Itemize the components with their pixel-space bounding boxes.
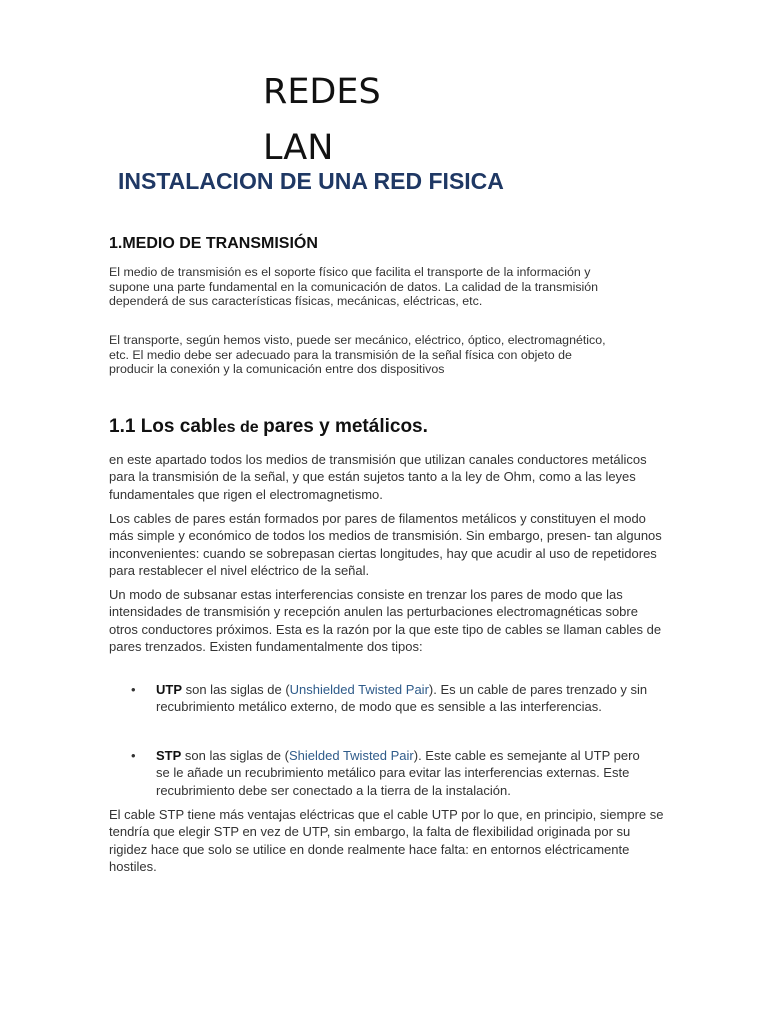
paragraph-medio-2: El transporte, según hemos visto, puede ser mecánico, eléctrico, óptico, electromagnético, etc. El medio debe ser adecuado para la transmisión de la señal física con objeto de producir la conexión y la comunicación entre dos dispositivos <box>109 333 606 377</box>
document-title <box>263 64 463 176</box>
heading-cables-part-3: pares y metálicos. <box>263 416 428 437</box>
link-unshielded-twisted-pair[interactable]: Unshielded Twisted Pair <box>289 682 429 697</box>
paragraph-medio-1: El medio de transmisión es el soporte físico que facilita el transporte de la información y supone una parte fundamental en la comunicación de datos. La calidad de la transmisión dependerá de sus características físicas, mecánicas, eléctricas, etc. <box>109 265 599 309</box>
term-stp: STP <box>156 748 182 763</box>
list-item-stp-text <box>156 747 651 799</box>
heading-cables-part-2: es de <box>217 419 264 436</box>
section-heading-cables <box>109 416 428 438</box>
section-heading-medio: 1.MEDIO DE TRANSMISIÓN <box>109 235 318 252</box>
document-subtitle: INSTALACION DE UNA RED FISICA <box>118 168 504 194</box>
title-line-2: LAN <box>263 128 334 168</box>
paragraph-cables-4: El cable STP tiene más ventajas eléctricas que el cable UTP por lo que, en principio, siempre se tendría que elegir STP en vez de UTP, sin embargo, la falta de flexibilidad originada por su rigidez hace que solo se utilice en donde realmente hace falta: en entornos eléctricamente hostiles. <box>109 807 664 875</box>
stp-post: ). Este cable es semejante al UTP pero se le añade un recubrimiento metálico para evitar las interferencias externas. Este recubrimiento debe ser conectado a la tierra de la instalación. <box>156 748 640 798</box>
title-line-1: REDES <box>263 72 381 112</box>
term-utp: UTP <box>156 682 182 697</box>
paragraph-cables-3: Un modo de subsanar estas interferencias consiste en trenzar los pares de modo que las intensidades de transmisión y recepción anulen las perturbaciones electromagnéticas sobre otros conductores próximos. Esta es la razón por la que este tipo de cables se llaman cables de pares trenzados. Existen fundamentalmente dos tipos: <box>109 587 662 655</box>
paragraph-cables-1: en este apartado todos los medios de transmisión que utilizan canales conductores metálicos para la transmisión de la señal, y que están sujetos tanto a la ley de Ohm, como a las leyes fundamentales que rigen el electromagnetismo. <box>109 452 647 502</box>
link-shielded-twisted-pair[interactable]: Shielded Twisted Pair <box>288 748 414 763</box>
bullet-dot: • <box>131 748 136 763</box>
heading-cables-part-1: 1.1 Los cabl <box>109 416 218 437</box>
bullet-dot: • <box>131 682 136 697</box>
paragraph-cables-2: Los cables de pares están formados por pares de filamentos metálicos y constituyen el modo más simple y económico de todos los medios de transmisión. Sin embargo, presen- tan algunos inconvenientes: cuando se sobrepasan ciertas longitudes, hay que acudir al uso de repetidores para restablecer el nivel eléctrico de la señal. <box>109 511 662 579</box>
utp-pre: son las siglas de ( <box>182 682 290 697</box>
utp-post: ). Es un cable de pares trenzado y sin recubrimiento metálico externo, de modo que es sensible a las interferencias. <box>156 682 648 715</box>
stp-pre: son las siglas de ( <box>181 748 289 763</box>
list-item-utp-text <box>156 681 651 716</box>
